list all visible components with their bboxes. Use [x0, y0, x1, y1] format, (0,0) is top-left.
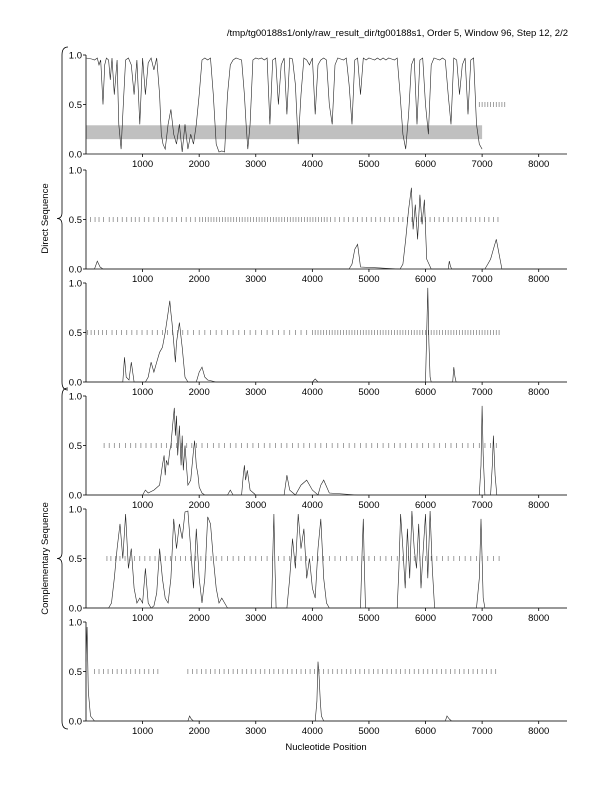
figure-title: /tmp/tg00188s1/only/raw_result_dir/tg00188s1, Order 5, Window 96, Step 12, 2/2	[226, 28, 568, 39]
y-tick-label: 0.0	[68, 716, 82, 728]
group-label-1: Direct Sequence	[40, 183, 51, 254]
y-tick-label: 0.5	[68, 441, 82, 452]
y-tick-label: 0.0	[68, 603, 82, 615]
panel-6	[69, 618, 567, 738]
x-tick-label: 6000	[414, 159, 437, 170]
x-tick-label: 3000	[245, 159, 267, 170]
series-line-1	[86, 406, 567, 495]
x-tick-label: 7000	[471, 613, 493, 624]
tick-row	[479, 102, 504, 107]
x-tick-label: 2000	[188, 274, 210, 285]
y-tick-label: 1.0	[68, 278, 82, 290]
x-tick-label: 1000	[132, 159, 154, 170]
x-tick-label: 4000	[301, 500, 323, 511]
x-tick-label: 3000	[245, 726, 267, 737]
x-tick-label: 8000	[528, 159, 550, 170]
x-tick-label: 5000	[358, 726, 380, 737]
highlight-band	[86, 125, 482, 139]
x-tick-label: 2000	[188, 613, 210, 624]
y-tick-label: 1.0	[68, 504, 82, 516]
series-line-1	[86, 188, 567, 269]
y-tick-label: 0.5	[68, 328, 82, 339]
x-tick-label: 4000	[301, 159, 323, 170]
tick-row	[91, 217, 498, 222]
y-tick-label: 0.0	[68, 264, 82, 276]
x-axis-label: Nucleotide Position	[285, 742, 367, 753]
y-tick-label: 0.0	[68, 149, 82, 161]
tick-row	[88, 330, 499, 335]
x-tick-label: 3000	[245, 613, 267, 624]
panel-1	[69, 51, 567, 171]
series-line-1	[86, 511, 567, 608]
x-tick-label: 6000	[414, 387, 437, 398]
x-tick-label: 2000	[188, 387, 210, 398]
x-tick-label: 2000	[188, 500, 210, 511]
x-tick-label: 5000	[358, 387, 380, 398]
chart-panels	[69, 51, 567, 738]
x-tick-label: 6000	[414, 500, 437, 511]
x-tick-label: 3000	[245, 387, 267, 398]
x-tick-label: 8000	[528, 274, 550, 285]
x-tick-label: 5000	[358, 613, 380, 624]
x-tick-label: 5000	[358, 274, 380, 285]
x-tick-label: 7000	[471, 387, 493, 398]
x-tick-label: 3000	[245, 500, 267, 511]
x-tick-label: 1000	[132, 274, 154, 285]
y-tick-label: 0.5	[68, 215, 82, 226]
panel-5	[69, 505, 567, 625]
panel-4	[69, 392, 567, 512]
group-bracket-1	[57, 47, 68, 390]
x-tick-label: 8000	[528, 387, 550, 398]
group-bracket-2	[57, 388, 68, 729]
x-tick-label: 3000	[245, 274, 267, 285]
y-tick-label: 1.0	[68, 617, 82, 629]
x-tick-label: 1000	[132, 387, 154, 398]
x-tick-label: 8000	[528, 613, 550, 624]
x-tick-label: 4000	[301, 613, 323, 624]
x-tick-label: 1000	[132, 726, 154, 737]
tick-row	[104, 443, 496, 448]
x-tick-label: 8000	[528, 500, 550, 511]
x-tick-label: 7000	[471, 274, 493, 285]
panel-3	[69, 279, 567, 399]
x-tick-label: 6000	[414, 274, 437, 285]
x-tick-label: 2000	[188, 159, 210, 170]
x-tick-label: 5000	[358, 159, 380, 170]
y-tick-label: 0.0	[68, 490, 82, 502]
x-tick-label: 5000	[358, 500, 380, 511]
x-tick-label: 4000	[301, 387, 323, 398]
x-tick-label: 2000	[188, 726, 210, 737]
panel-2	[69, 166, 567, 286]
x-tick-label: 8000	[528, 726, 550, 737]
x-tick-label: 4000	[301, 726, 323, 737]
x-tick-label: 7000	[471, 159, 493, 170]
x-tick-label: 1000	[132, 500, 154, 511]
x-tick-label: 7000	[471, 726, 493, 737]
y-tick-label: 1.0	[68, 165, 82, 177]
x-tick-label: 7000	[471, 500, 493, 511]
group-label-2: Complementary Sequence	[40, 502, 51, 615]
y-tick-label: 1.0	[68, 50, 82, 62]
y-tick-label: 1.0	[68, 391, 82, 403]
y-tick-label: 0.5	[68, 100, 82, 111]
x-tick-label: 4000	[301, 274, 323, 285]
y-tick-label: 0.0	[68, 377, 82, 389]
x-tick-label: 6000	[414, 726, 437, 737]
x-tick-label: 6000	[414, 613, 437, 624]
tick-row	[94, 669, 495, 674]
tick-row	[107, 556, 499, 561]
group-brackets	[40, 47, 68, 729]
y-tick-label: 0.5	[68, 667, 82, 678]
x-tick-label: 1000	[132, 613, 154, 624]
y-tick-label: 0.5	[68, 554, 82, 565]
